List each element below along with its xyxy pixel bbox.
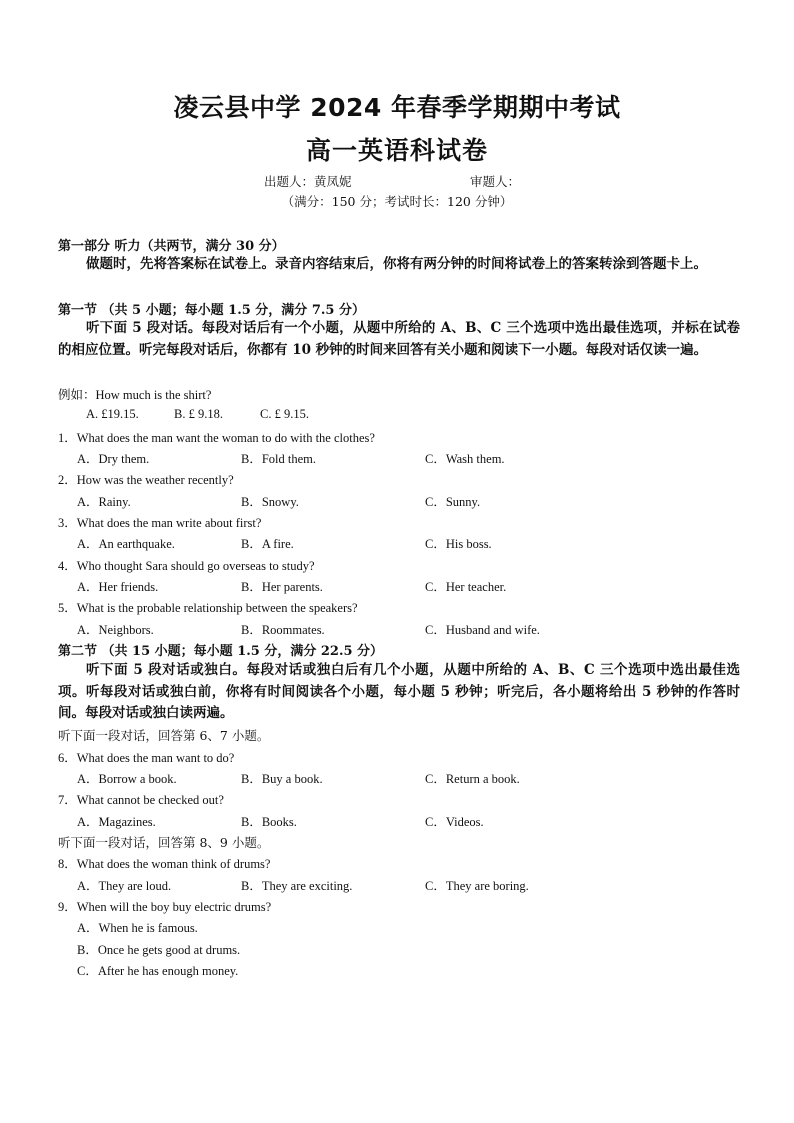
- question-5: 5．What is the probable relationship between the speakers?: [58, 601, 358, 615]
- question-4: 4．Who thought Sara should go overseas to study?: [58, 559, 315, 573]
- group2-intro: 听下面一段对话，回答第 8、9 小题。: [58, 835, 270, 850]
- section1-heading: 第一节 （共 5 小题；每小题 1.5 分，满分 7.5 分）: [58, 303, 365, 318]
- q6-option-a: A．Borrow a book.: [77, 772, 177, 786]
- q1-option-a: A．Dry them.: [77, 452, 150, 466]
- q2-option-c: C．Sunny.: [425, 495, 481, 509]
- q8-option-a: A．They are loud.: [77, 879, 172, 893]
- q4-option-a: A．Her friends.: [77, 580, 159, 594]
- section1-instructions: 听下面 5 段对话。每段对话后有一个小题，从题中所给的 A、B、C 三个选项中选出最佳选项，并标在试卷的相应位置。听完每段对话后，你都有 10 秒钟的时间来回答有关小题和阅读下一小题。每段对话仅读一遍。: [58, 320, 740, 358]
- q9-option-c: C．After he has enough money.: [77, 964, 239, 978]
- q3-option-c: C．His boss.: [425, 537, 492, 551]
- q9-option-a: A．When he is famous.: [77, 921, 198, 935]
- q2-option-a: A．Rainy.: [77, 495, 131, 509]
- question-3: 3．What does the man write about first?: [58, 516, 262, 530]
- q7-option-b: B．Books.: [241, 815, 297, 829]
- example-option-c: C. £ 9.15.: [260, 407, 309, 421]
- reviewer-label: 审题人：: [470, 174, 521, 189]
- q8-option-c: C．They are boring.: [425, 879, 529, 893]
- q5-option-a: A．Neighbors.: [77, 623, 154, 637]
- q5-option-b: B．Roommates.: [241, 623, 325, 637]
- example-question: 例如：How much is the shirt?: [58, 388, 212, 402]
- question-1: 1．What does the man want the woman to do with the clothes?: [58, 431, 375, 445]
- question-8: 8．What does the woman think of drums?: [58, 857, 271, 871]
- q7-option-a: A．Magazines.: [77, 815, 156, 829]
- section2-instructions: 听下面 5 段对话或独白。每段对话或独白后有几个小题，从题中所给的 A、B、C 三个选项中选出最佳选项。听每段对话或独白前，你将有时间阅读各个小题，每小题 5 秒钟；听完后，各小题将给出 5 秒钟的作答时间。每段对话或独白读两遍。: [58, 662, 740, 721]
- q9-option-b: B．Once he gets good at drums.: [77, 943, 241, 957]
- group1-intro: 听下面一段对话，回答第 6、7 小题。: [58, 728, 270, 743]
- q1-option-b: B．Fold them.: [241, 452, 317, 466]
- question-6: 6．What does the man want to do?: [58, 751, 235, 765]
- example-option-a: A. £19.15.: [86, 407, 139, 421]
- author-label: 出题人：黄凤妮: [264, 174, 352, 189]
- exam-subtitle: 高一英语科试卷: [305, 136, 488, 165]
- q3-option-b: B．A fire.: [241, 537, 294, 551]
- section2-heading: 第二节 （共 15 小题；每小题 1.5 分，满分 22.5 分）: [58, 644, 384, 659]
- q4-option-c: C．Her teacher.: [425, 580, 507, 594]
- q2-option-b: B．Snowy.: [241, 495, 299, 509]
- q5-option-c: C．Husband and wife.: [425, 623, 540, 637]
- question-2: 2．How was the weather recently?: [58, 473, 234, 487]
- exam-info: （满分：150 分；考试时长：120 分钟）: [281, 194, 513, 209]
- q6-option-c: C．Return a book.: [425, 772, 520, 786]
- q7-option-c: C．Videos.: [425, 815, 484, 829]
- q1-option-c: C．Wash them.: [425, 452, 505, 466]
- q3-option-a: A．An earthquake.: [77, 537, 175, 551]
- question-9: 9．When will the boy buy electric drums?: [58, 900, 272, 914]
- q6-option-b: B．Buy a book.: [241, 772, 323, 786]
- q8-option-b: B．They are exciting.: [241, 879, 353, 893]
- q4-option-b: B．Her parents.: [241, 580, 323, 594]
- example-option-b: B. £ 9.18.: [174, 407, 223, 421]
- exam-title: 凌云县中学 2024 年春季学期期中考试: [173, 93, 621, 122]
- question-7: 7．What cannot be checked out?: [58, 793, 224, 807]
- part1-heading: 第一部分 听力（共两节，满分 30 分）: [58, 239, 285, 254]
- part1-instructions: 做题时，先将答案标在试卷上。录音内容结束后，你将有两分钟的时间将试卷上的答案转涂到答题卡上。: [86, 256, 707, 272]
